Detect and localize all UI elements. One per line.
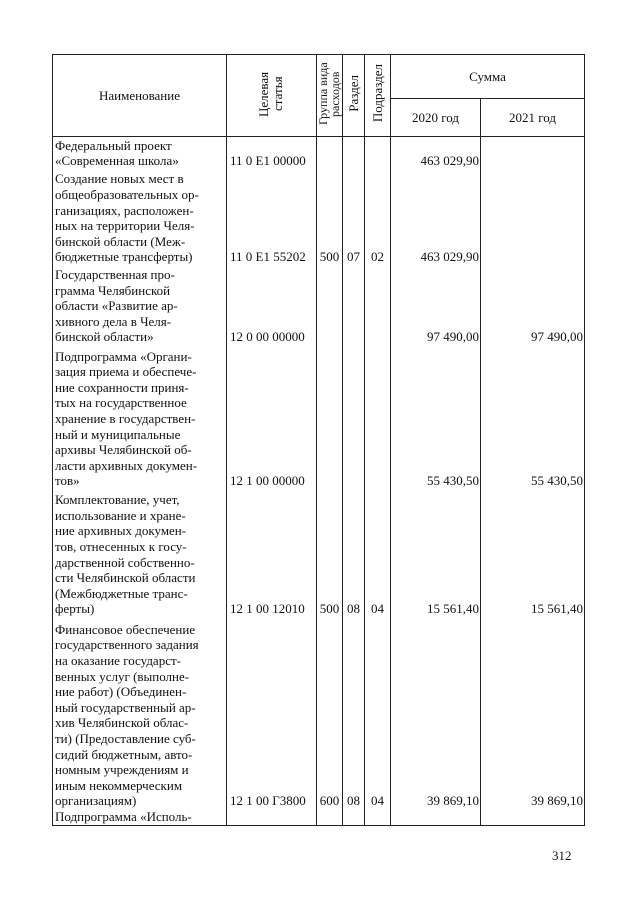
row-section: 08 — [343, 489, 365, 617]
row-name-line: Государственная про- — [55, 267, 175, 282]
row-name-line: тов, отнесенных к госу- — [55, 538, 187, 554]
header-expense-group — [317, 55, 343, 137]
row-name-line: Федеральный проект — [55, 137, 172, 153]
row-name-line: ласти архивных докумен- — [55, 457, 198, 473]
row-sum-2020: 97 490,00 — [391, 265, 481, 345]
row-name-line: хив Челябинской облас- — [55, 715, 189, 731]
row-name-line: Подпрограмма «Органи- — [55, 348, 192, 364]
row-subsection: 04 — [365, 617, 391, 809]
row-name-line: ние работ) (Объединен- — [55, 684, 187, 700]
row-sum-2021: 55 430,50 — [481, 345, 585, 489]
row-expense-group: 500 — [317, 489, 343, 617]
row-name-line: государственного задания — [55, 637, 199, 653]
row-name-line: номным учреждениям и — [55, 762, 189, 778]
row-name-line: тых на государственное — [55, 395, 187, 411]
budget-table — [52, 54, 585, 826]
row-section — [343, 809, 365, 826]
row-name-line: ных на территории Челя- — [55, 218, 195, 234]
header-expense-group-text: Группа вида расходов — [316, 62, 342, 125]
row-name-line: архивы Челябинской об- — [55, 442, 192, 458]
row-name-line: дарственной собственно- — [55, 554, 195, 570]
row-name-line: использование и хране- — [55, 507, 186, 523]
row-expense-group — [317, 137, 343, 170]
row-sum-2020: 55 430,50 — [391, 345, 481, 489]
row-name-line: ние сохранности приня- — [55, 379, 189, 395]
row-name-line: сти Челябинской области — [55, 570, 196, 586]
row-expense-group — [317, 345, 343, 489]
table-row — [53, 265, 585, 345]
row-target-article: 12 0 00 00000 — [227, 265, 317, 345]
row-subsection — [365, 265, 391, 345]
row-name-line: ти) (Предоставление суб- — [55, 730, 196, 746]
row-target-article: 11 0 E1 55202 — [227, 169, 317, 265]
header-sum: Сумма — [391, 55, 585, 99]
row-name-line: зация приема и обеспече- — [55, 364, 197, 380]
header-section — [343, 55, 365, 137]
header-year-2020: 2020 год — [391, 99, 481, 137]
row-subsection — [365, 809, 391, 826]
row-name-line: Подпрограмма «Исполь- — [55, 808, 192, 824]
table-row — [53, 617, 585, 809]
row-subsection: 02 — [365, 169, 391, 265]
table-body — [53, 137, 585, 826]
row-name — [53, 617, 227, 809]
row-sum-2021: 97 490,00 — [481, 265, 585, 345]
row-name-line: организациям) — [55, 793, 137, 809]
row-name-line: ганизациях, расположен- — [55, 202, 194, 218]
row-name — [53, 489, 227, 617]
row-name-line: грамма Челябинской — [55, 282, 171, 298]
row-target-article: 12 1 00 12010 — [227, 489, 317, 617]
row-name — [53, 345, 227, 489]
table-header — [53, 55, 585, 137]
row-target-article: 12 1 00 Г3800 — [227, 617, 317, 809]
row-expense-group: 600 — [317, 617, 343, 809]
table-row — [53, 137, 585, 170]
row-sum-2021 — [481, 809, 585, 826]
row-name-line: хивного дела в Челя- — [55, 313, 172, 329]
row-name — [53, 169, 227, 265]
row-sum-2020: 15 561,40 — [391, 489, 481, 617]
row-name-line: венных услуг (выполне- — [55, 668, 190, 684]
row-subsection — [365, 137, 391, 170]
row-name-line: общеобразовательных ор- — [55, 187, 199, 203]
row-name-line: сидий бюджетным, авто- — [55, 746, 193, 762]
row-name-line: области «Развитие ар- — [55, 298, 178, 314]
row-name-line: ный государственный ар- — [55, 699, 196, 715]
page-number: 312 — [552, 848, 572, 863]
row-name-line: хранение в государствен- — [55, 410, 196, 426]
row-section — [343, 345, 365, 489]
row-sum-2021 — [481, 137, 585, 170]
row-subsection — [365, 345, 391, 489]
row-sum-2020: 463 029,90 — [391, 169, 481, 265]
row-target-article: 12 1 00 00000 — [227, 345, 317, 489]
row-expense-group — [317, 809, 343, 826]
row-name — [53, 809, 227, 826]
header-year-2021: 2021 год — [481, 99, 585, 137]
row-section — [343, 137, 365, 170]
row-sum-2020: 463 029,90 — [391, 137, 481, 170]
table-row — [53, 345, 585, 489]
row-target-article — [227, 809, 317, 826]
row-expense-group — [317, 265, 343, 345]
row-expense-group: 500 — [317, 169, 343, 265]
header-target-article — [227, 55, 317, 137]
row-sum-2021: 39 869,10 — [481, 617, 585, 809]
row-subsection: 04 — [365, 489, 391, 617]
table-row — [53, 489, 585, 617]
table-row — [53, 169, 585, 265]
header-section-text: Раздел — [345, 75, 361, 112]
row-name-line: «Современная школа» — [55, 153, 179, 169]
row-name-line: ный и муниципальные — [55, 426, 181, 442]
row-name-line: иным некоммерческим — [55, 777, 183, 793]
row-name-line: Комплектование, учет, — [55, 492, 180, 508]
row-name — [53, 137, 227, 170]
row-name-line: ние архивных докумен- — [55, 523, 187, 539]
row-name-line: тов» — [55, 473, 80, 489]
row-section: 08 — [343, 617, 365, 809]
table-row — [53, 809, 585, 826]
row-sum-2021 — [481, 169, 585, 265]
row-name-line: бинской области (Меж- — [55, 233, 186, 249]
row-sum-2020: 39 869,10 — [391, 617, 481, 809]
row-sum-2020 — [391, 809, 481, 826]
row-name-line: бинской области» — [55, 329, 154, 345]
row-name-line: Создание новых мест в — [55, 171, 184, 187]
header-target-article-text: Целевая статья — [255, 70, 285, 117]
row-name-line: Финансовое обеспечение — [55, 621, 196, 637]
row-name-line: ферты) — [55, 601, 95, 617]
row-name-line: бюджетные трансферты) — [55, 249, 193, 265]
row-name-line: (Межбюджетные транс- — [55, 585, 188, 601]
header-subsection — [365, 55, 391, 137]
row-section: 07 — [343, 169, 365, 265]
row-name-line: на оказание государст- — [55, 652, 181, 668]
header-name: Наименование — [53, 55, 227, 137]
header-subsection-text: Подраздел — [369, 64, 385, 123]
row-target-article: 11 0 E1 00000 — [227, 137, 317, 170]
row-section — [343, 265, 365, 345]
row-name — [53, 265, 227, 345]
row-sum-2021: 15 561,40 — [481, 489, 585, 617]
